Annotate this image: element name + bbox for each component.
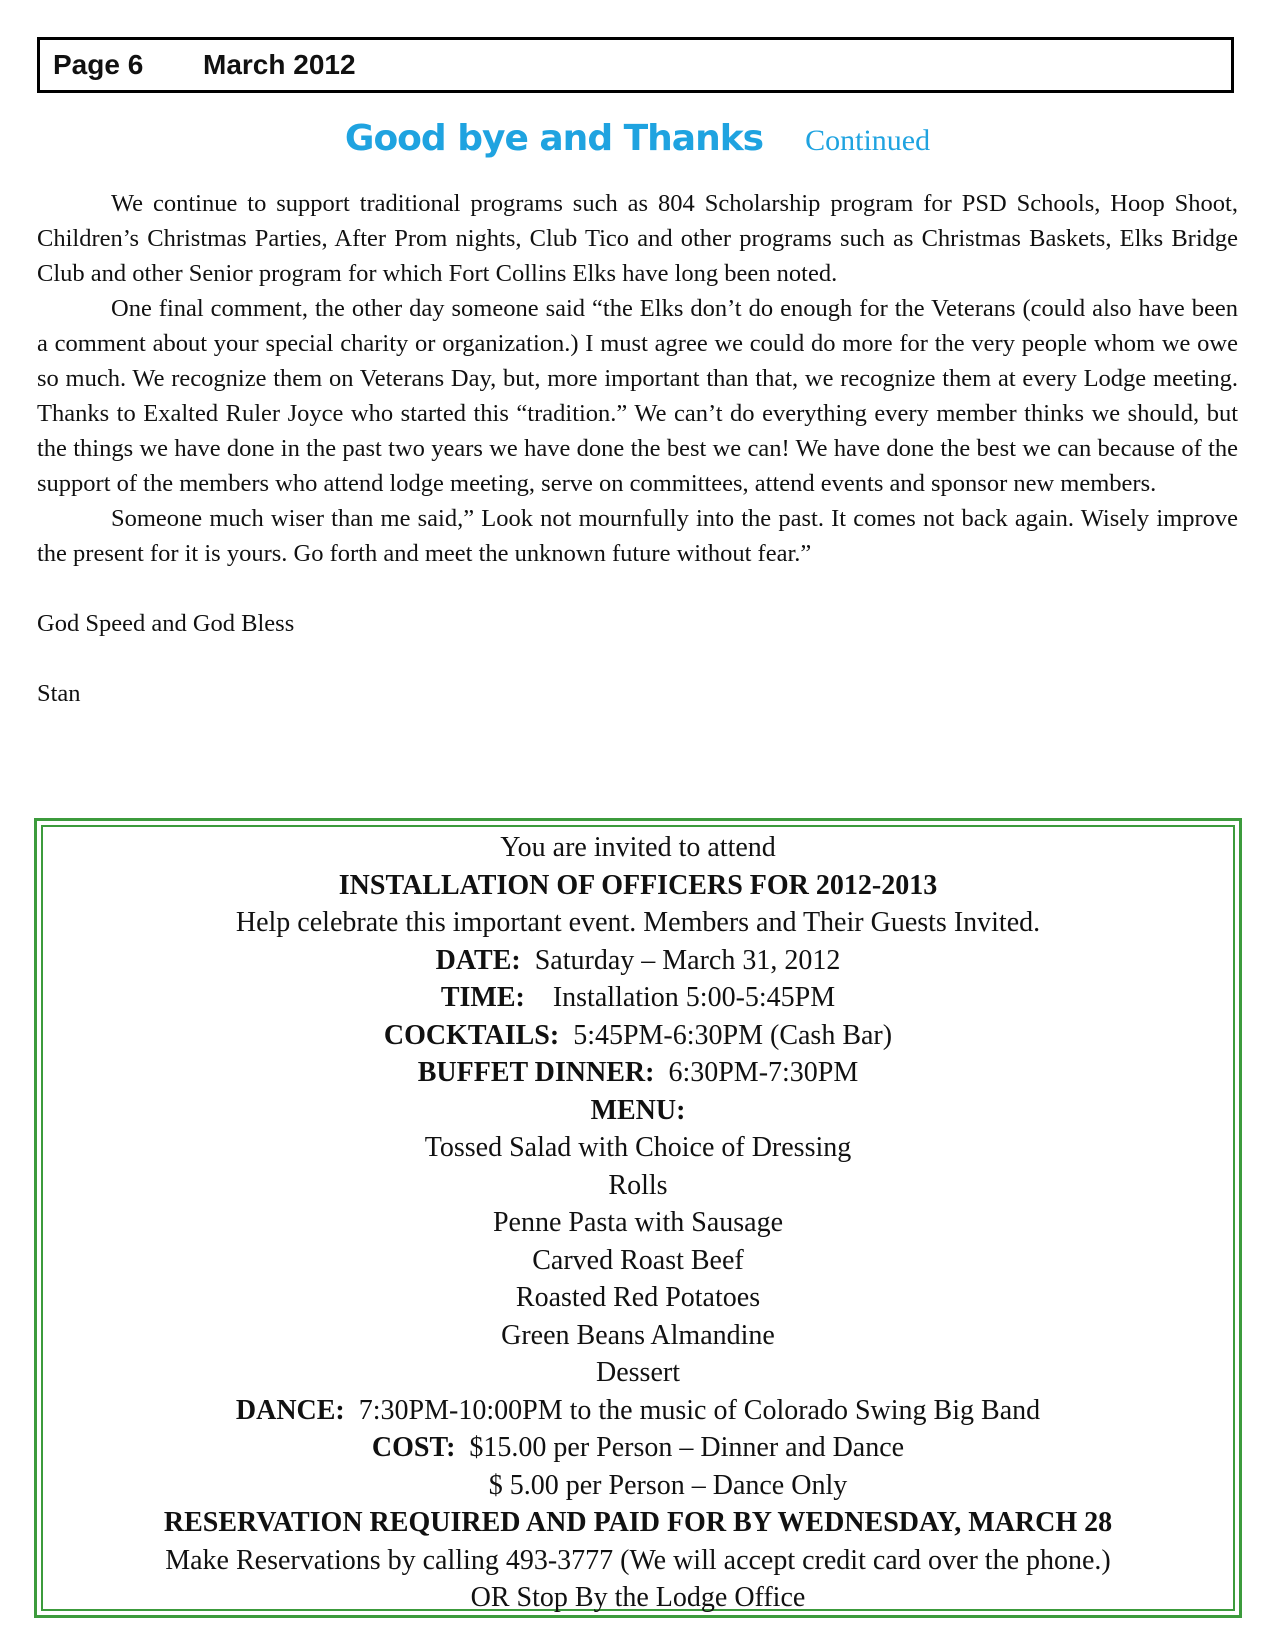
dance-value: 7:30PM-10:00PM to the music of Colorado Swing Big Band [358, 1394, 1041, 1426]
signature: Stan [37, 680, 81, 707]
invitation-content [37, 829, 1239, 1617]
reservation-notice: RESERVATION REQUIRED AND PAID FOR BY WEDNESDAY, MARCH 28 [163, 1507, 1113, 1538]
menu-item: Green Beans Almandine [501, 1319, 775, 1351]
reservation-phone: Make Reservations by calling 493-3777 (We will accept credit card over the phone.) [165, 1544, 1111, 1576]
continued-label: Continued [805, 124, 931, 157]
article-body [37, 186, 1238, 711]
menu-item: Roasted Red Potatoes [515, 1282, 761, 1313]
event-time [37, 979, 1239, 1017]
event-date [37, 942, 1239, 980]
buffet-value: 6:30PM-7:30PM [668, 1057, 859, 1088]
time-value: Installation 5:00-5:45PM [552, 982, 836, 1013]
cost-label: COST: [371, 1432, 456, 1463]
reservation-alt: OR Stop By the Lodge Office [470, 1582, 806, 1613]
cocktails-label: COCKTAILS: [383, 1019, 560, 1051]
buffet-label: BUFFET DINNER: [417, 1057, 655, 1088]
closing-line: God Speed and God Bless [37, 610, 295, 637]
cost-value-1: $15.00 per Person – Dinner and Dance [469, 1432, 905, 1463]
article-paragraph: One final comment, the other day someone said “the Elks don’t do enough for the Veterans (could also have been a comment about your special charity or organization.) I must agree we could do more for the very people whom we owe so much. We recognize them on Veterans Day, but, more important than that, we recognize them at every Lodge meeting. Thanks to Exalted Ruler Joyce who started this “tradition.” We can’t do everything every member thinks we should, but the things we have done in the past two years we have done the best we can! We have done the best we can because of the support of the members who attend lodge meeting, serve on committees, attend events and sponsor new members. [37, 295, 1238, 497]
page-number: Page 6 [53, 49, 144, 80]
article-paragraph: We continue to support traditional programs such as 804 Scholarship program for PSD Schools, Hoop Shoot, Children’s Christmas Parties, After Prom nights, Club Tico and other programs such as Christmas Baskets, Elks Bridge Club and other Senior program for which Fort Collins Elks have long been noted. [37, 190, 1238, 287]
event-cost [37, 1429, 1239, 1467]
event-buffet [37, 1054, 1239, 1092]
dance-label: DANCE: [235, 1394, 345, 1426]
page-header [37, 37, 1234, 93]
menu-item: Penne Pasta with Sausage [492, 1207, 784, 1238]
article-headline [0, 118, 1275, 174]
date-label: DATE: [435, 944, 521, 976]
menu-item: Carved Roast Beef [532, 1244, 744, 1276]
article-title: Good bye and Thanks [344, 118, 764, 159]
event-title: INSTALLATION OF OFFICERS FOR 2012-2013 [338, 869, 938, 901]
event-dance [37, 1392, 1239, 1430]
issue-date: March 2012 [203, 49, 356, 80]
event-cocktails [37, 1017, 1239, 1055]
article-paragraph: Someone much wiser than me said,” Look not mournfully into the past. It comes not back again. Wisely improve the present for it is yours. Go forth and meet the unknown future without fear.” [37, 505, 1238, 567]
event-subtitle: Help celebrate this important event. Members and Their Guests Invited. [235, 907, 1041, 938]
menu-item: Rolls [608, 1169, 668, 1201]
date-value: Saturday – March 31, 2012 [534, 944, 841, 976]
time-label: TIME: [440, 982, 525, 1013]
invite-intro: You are invited to attend [500, 832, 776, 863]
menu-item: Tossed Salad with Choice of Dressing [424, 1132, 852, 1163]
menu-label: MENU: [590, 1094, 686, 1126]
cocktails-value: 5:45PM-6:30PM (Cash Bar) [573, 1019, 893, 1051]
invitation-box [34, 818, 1242, 1618]
menu-item: Dessert [596, 1357, 680, 1388]
cost-value-2: $ 5.00 per Person – Dance Only [488, 1469, 848, 1501]
